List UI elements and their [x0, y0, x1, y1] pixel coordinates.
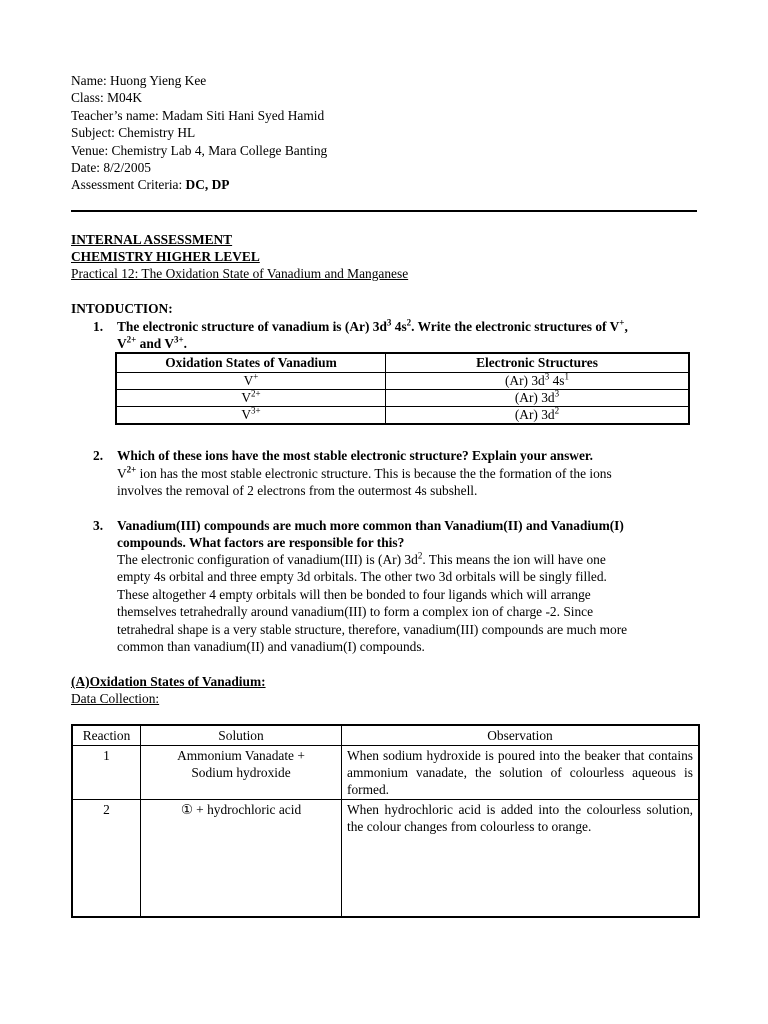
q1-text: 4s: [391, 319, 407, 334]
column-header: Oxidation States of Vanadium: [116, 353, 386, 373]
observation-cell: When hydrochloric acid is added into the colourless solution, the colour changes from colourless to orange.: [342, 800, 700, 918]
column-header: Electronic Structures: [386, 353, 690, 373]
student-class: Class: M04K: [71, 90, 143, 106]
student-name: Name: Huong Yieng Kee: [71, 73, 207, 88]
ion-symbol: V: [243, 373, 254, 388]
table-row: [116, 373, 689, 390]
answer-text: ion has the most stable electronic structure. This is because the the formation of the ions: [136, 466, 612, 481]
title-chemistry-level: CHEMISTRY HIGHER LEVEL: [71, 249, 260, 264]
q1-text: ,: [624, 319, 628, 334]
q1-sup: 3+: [174, 334, 184, 345]
q1-text: The electronic structure of vanadium is (Ar) 3d: [117, 319, 387, 334]
reaction-number: 2: [72, 800, 141, 918]
venue: Venue: Chemistry Lab 4, Mara College Banting: [71, 142, 328, 158]
answer-sup: 2: [417, 550, 423, 561]
table-header-row: [116, 353, 689, 373]
q1-text: V: [117, 336, 127, 351]
practical-title: Practical 12: The Oxidation State of Vanadium and Manganese: [71, 266, 409, 281]
ion-charge: 2+: [126, 464, 137, 475]
observation-cell: When sodium hydroxide is poured into the beaker that contains ammonium vanadate, the solution of colourless aqueous is formed.: [342, 746, 700, 800]
ion-symbol: V: [117, 466, 127, 481]
solution-cell: [141, 800, 342, 918]
introduction-heading: INTODUCTION:: [71, 301, 173, 316]
table-row: [72, 746, 699, 800]
oxidation-state-cell: [116, 407, 386, 425]
question-number: 1.: [93, 319, 104, 334]
header-divider: [71, 210, 697, 212]
answer-3-line-2: empty 4s orbital and three empty 3d orbitals. The other two 3d orbitals will be singly filled.: [117, 569, 607, 584]
answer-3-line-5: tetrahedral shape is a very stable structure, therefore, vanadium(III) compounds are much more: [117, 622, 628, 637]
answer-text: . This means the ion will have one: [422, 552, 606, 567]
table-row: [116, 407, 689, 425]
question-1: [93, 318, 628, 335]
ion-charge: +: [253, 371, 259, 382]
q3-text: Vanadium(III) compounds are much more common than Vanadium(II) and Vanadium(I): [117, 518, 624, 533]
structure-sup: 2: [554, 405, 560, 416]
table-header-row: [72, 725, 699, 746]
electronic-structure-cell: [386, 390, 690, 407]
solution-cell: [141, 746, 342, 800]
answer-3-line-6: common than vanadium(II) and vanadium(I) compounds.: [117, 639, 425, 654]
q1-text: .: [183, 336, 188, 351]
criteria-value: DC, DP: [185, 177, 230, 193]
structure-sup: 3: [544, 371, 550, 382]
answer-3-line-4: themselves tetrahedrally around vanadium(III) to form a complex ion of charge -2. Since: [117, 604, 594, 619]
structure-text: (Ar) 3d: [514, 407, 555, 422]
electronic-structure-cell: [386, 407, 690, 425]
oxidation-states-data-table: [71, 724, 700, 918]
structure-sup: 3: [554, 388, 560, 399]
question-1-line-2: [117, 335, 187, 352]
solution-text: Sodium hydroxide: [191, 765, 291, 780]
q1-sup: 2+: [126, 334, 137, 345]
data-collection-heading: Data Collection:: [71, 691, 160, 706]
answer-3-line-3: These altogether 4 empty orbitals will then be bonded to four ligands which will arrange: [117, 587, 591, 602]
question-number: 2.: [93, 448, 104, 463]
question-2: [93, 447, 593, 464]
ion-symbol: V: [241, 390, 252, 405]
question-number: 3.: [93, 518, 104, 533]
structure-text: 4s: [549, 373, 565, 388]
oxidation-state-cell: [116, 390, 386, 407]
question-3: [93, 517, 624, 534]
q1-text: . Write the electronic structures of V: [411, 319, 620, 334]
solution-text: Ammonium Vanadate +: [177, 748, 305, 763]
structure-sup: 1: [564, 371, 570, 382]
answer-2-line-1: [117, 465, 707, 482]
section-a-heading: (A)Oxidation States of Vanadium:: [71, 674, 266, 689]
q1-sup: +: [619, 317, 625, 328]
q1-text: and V: [136, 336, 175, 351]
column-header: Reaction: [72, 725, 141, 746]
q2-text: Which of these ions have the most stable electronic structure? Explain your answer.: [117, 448, 593, 463]
answer-3-line-1: [117, 551, 707, 568]
title-internal-assessment: INTERNAL ASSESSMENT: [71, 232, 233, 247]
solution-text: ① + hydrochloric acid: [180, 802, 302, 817]
electronic-structure-cell: [386, 373, 690, 390]
table-row: [72, 800, 699, 918]
question-3-line-2: compounds. What factors are responsible for this?: [117, 535, 405, 550]
table-row: [116, 390, 689, 407]
column-header: Observation: [342, 725, 700, 746]
column-header: Solution: [141, 725, 342, 746]
q1-sup: 3: [386, 317, 392, 328]
q1-sup: 2: [406, 317, 412, 328]
subject: Subject: Chemistry HL: [71, 125, 196, 141]
date: Date: 8/2/2005: [71, 159, 151, 175]
ion-charge: 2+: [251, 388, 261, 399]
vanadium-electronic-structures-table: [115, 352, 690, 425]
oxidation-state-cell: [116, 373, 386, 390]
structure-text: (Ar) 3d: [514, 390, 555, 405]
criteria-label: Assessment Criteria:: [71, 177, 186, 193]
reaction-number: 1: [72, 746, 141, 800]
answer-2-line-2: involves the removal of 2 electrons from the outermost 4s subshell.: [117, 483, 478, 498]
answer-text: The electronic configuration of vanadium(III) is (Ar) 3d: [117, 552, 418, 567]
assessment-criteria: [71, 176, 327, 193]
structure-text: (Ar) 3d: [504, 373, 545, 388]
student-details: [71, 72, 327, 194]
teacher-name: Teacher’s name: Madam Siti Hani Syed Hamid: [71, 107, 325, 123]
ion-symbol: V: [241, 407, 252, 422]
ion-charge: 3+: [251, 405, 261, 416]
